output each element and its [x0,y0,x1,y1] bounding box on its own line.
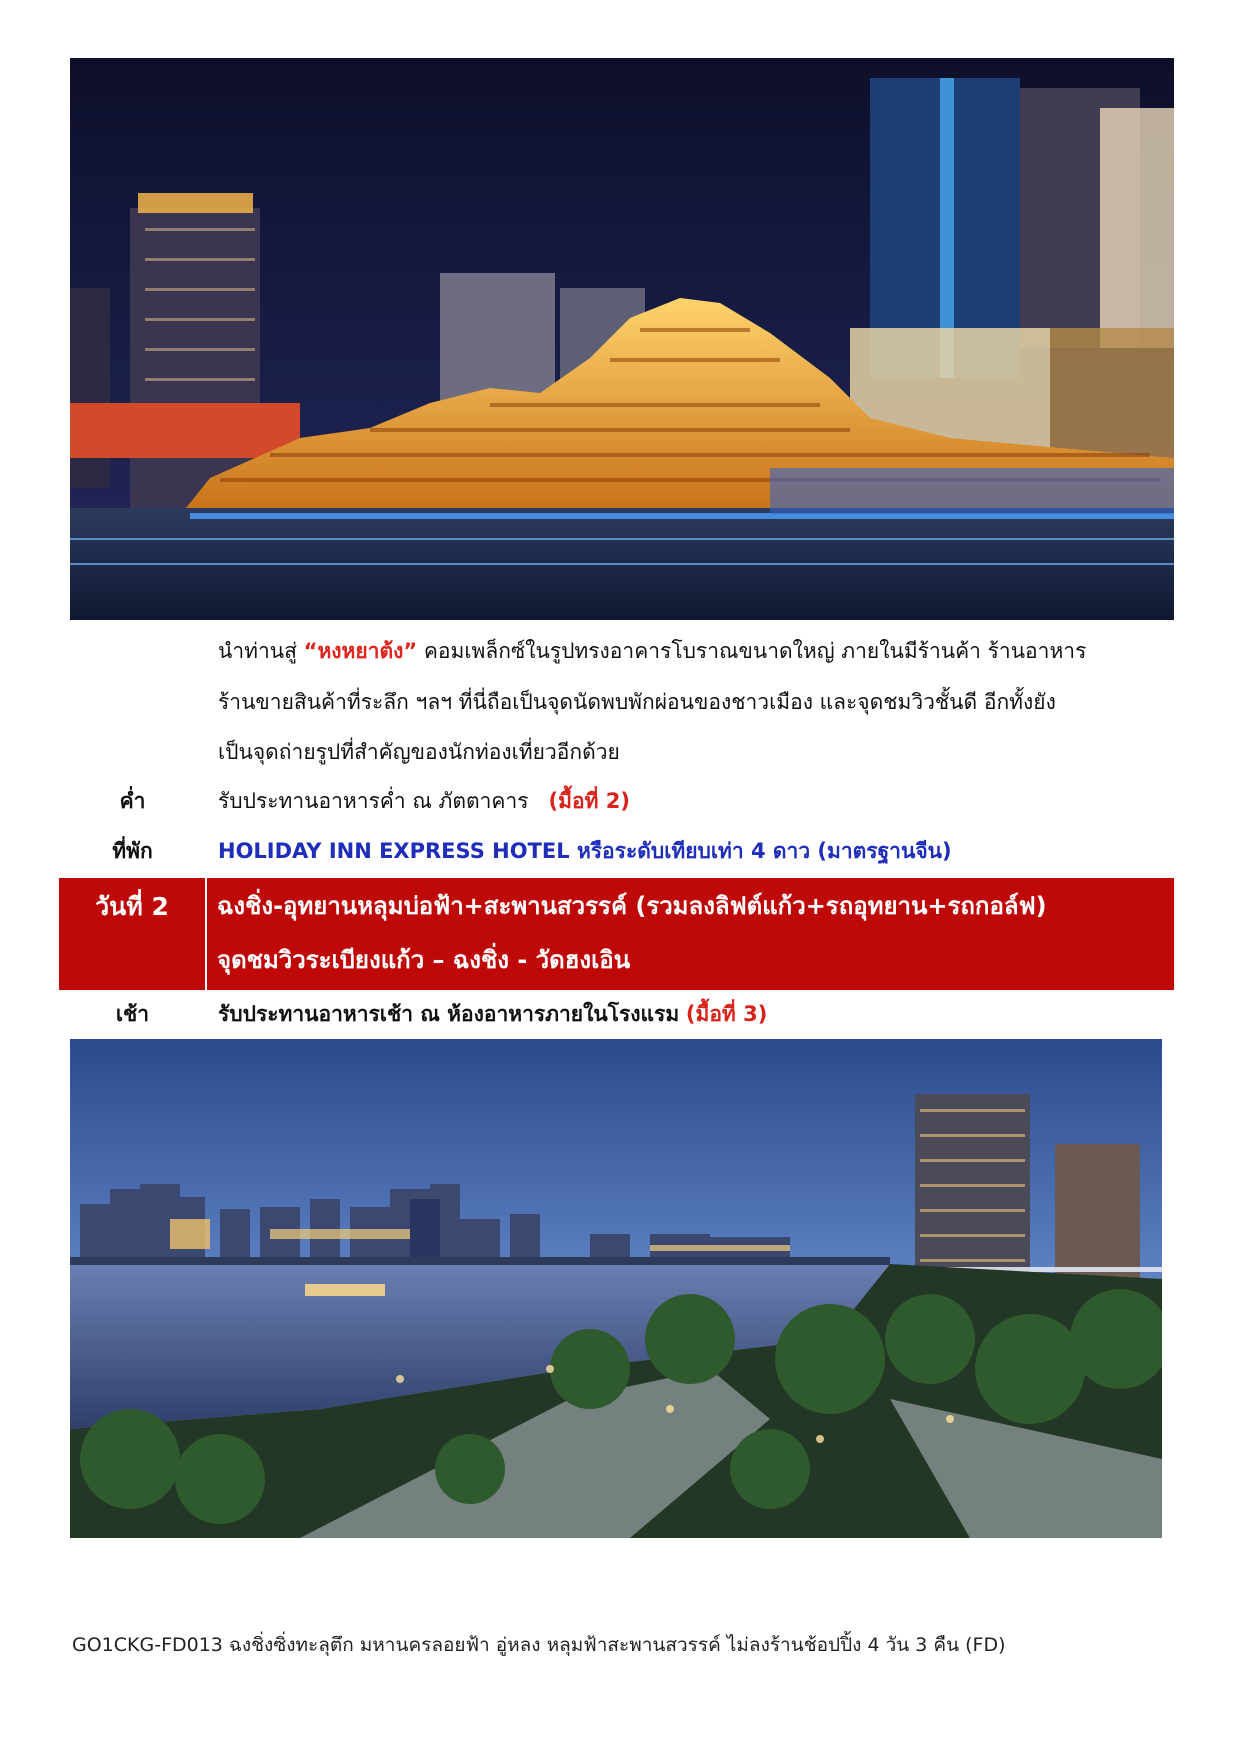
hongyadong-night-photo [70,58,1174,620]
banner-divider [205,878,207,990]
day2-label: วันที่ 2 [95,892,169,921]
footer-program-code: GO1CKG-FD013 ฉงชิ่งซิ่งทะลุตึก มหานครลอยฟ้า อู่หลง หลุมฟ้าสะพานสวรรค์ ไม่ลงร้านช้อปปิ้ง 4 วัน 3 คืน (FD) [72,1634,1006,1656]
hotel-row [60,827,1175,871]
day2-title-line-2: จุดชมวิวระเบียงแก้ว – ฉงชิ่ง - วัดฮงเอิน [217,946,631,974]
hotel-text: HOLIDAY INN EXPRESS HOTEL หรือระดับเทียบเท่า 4 ดาว (มาตรฐานจีน) [218,839,952,863]
intro-line-3: เป็นจุดถ่ายรูปที่สำคัญของนักท่องเที่ยวอีกด้วย [218,740,620,764]
hotel-label: ที่พัก [112,839,153,863]
intro-line-2: ร้านขายสินค้าที่ระลึก ฯลฯ ที่นี่ถือเป็นจุดนัดพบพักผ่อนของชาวเมือง และจุดชมวิวชั้นดี อีกทั้งยัง [218,690,1056,714]
dinner-row [60,777,1175,821]
breakfast-row [60,990,1175,1034]
dinner-text: รับประทานอาหารค่ำ ณ ภัตตาคาร (มื้อที่ 2) [218,789,630,813]
chongqing-riverside-photo [70,1039,1162,1538]
day2-banner [59,878,1174,990]
dinner-meal-number: (มื้อที่ 2) [548,789,630,813]
breakfast-text: รับประทานอาหารเช้า ณ ห้องอาหารภายในโรงแรม (มื้อที่ 3) [218,1002,768,1026]
intro-line-1: นำท่านสู่ “หงหยาต้ง” คอมเพล็กซ์ในรูปทรงอาคารโบราณขนาดใหญ่ ภายในมีร้านค้า ร้านอาหาร [218,639,1087,663]
breakfast-meal-number: (มื้อที่ 3) [685,1002,768,1026]
hongyadong-highlight: “หงหยาต้ง” [303,639,418,663]
dinner-label: ค่ำ [119,789,146,813]
day2-title-line-1: ฉงชิ่ง-อุทยานหลุมบ่อฟ้า+สะพานสวรรค์ (รวมลงลิฟต์แก้ว+รถอุทยาน+รถกอล์ฟ) [217,892,1047,920]
breakfast-label: เช้า [115,1002,150,1026]
